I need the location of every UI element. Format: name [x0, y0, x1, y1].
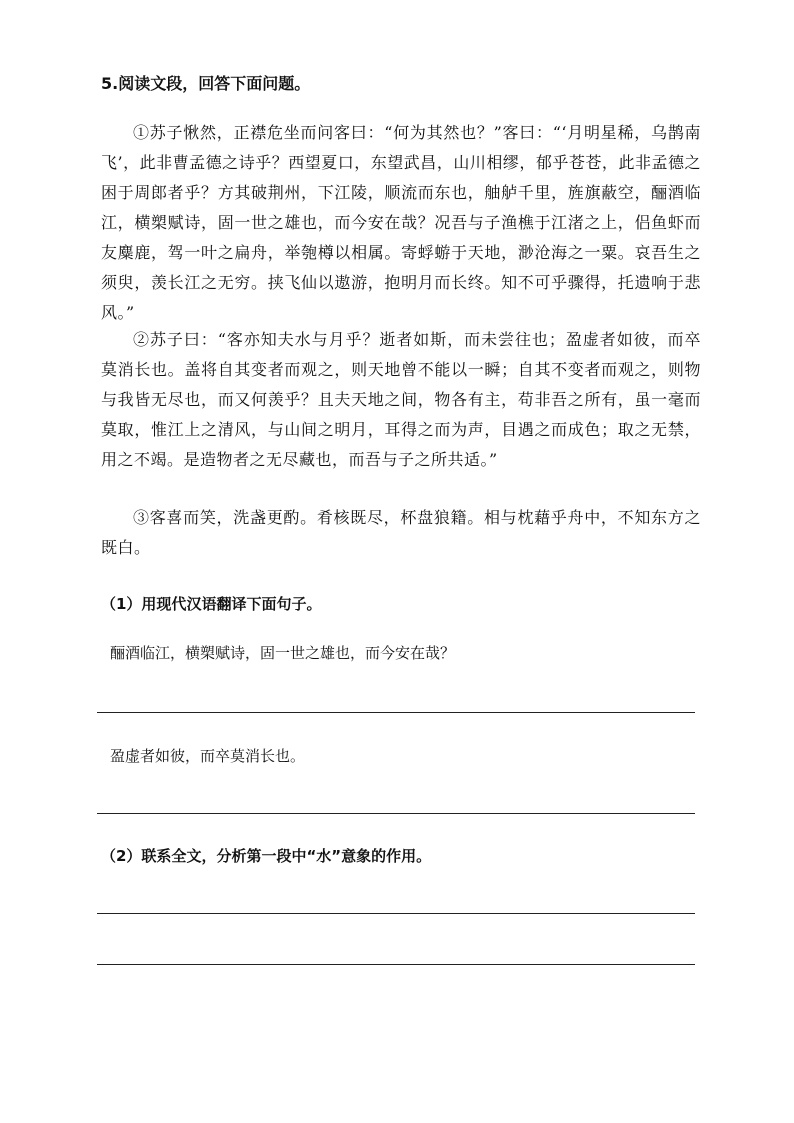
answer-line-1[interactable]: [97, 712, 695, 713]
answer-line-2[interactable]: [97, 813, 695, 814]
translation-sentence-1: 酾酒临江，横槊赋诗，固一世之雄也，而今安在哉？: [110, 644, 456, 662]
sub-question-1-label: （1）用现代汉语翻译下面句子。: [101, 595, 322, 613]
passage-paragraph-2: ②苏子曰：“客亦知夫水与月乎？逝者如斯，而未尝往也；盈虚者如彼，而卒莫消长也。盖将自其变者而观之，则天地曾不能以一瞬；自其不变者而观之，则物与我皆无尽也，而又何羡乎？且夫天地之间，物各有主，苟非吾之所有，虽一毫而莫取，惟江上之清风，与山间之明月，耳得之而为声，目遇之而成色；取之无禁，用之不竭。是造物者之无尽藏也，而吾与子之所共适。”: [101, 330, 701, 469]
translation-sentence-2: 盈虚者如彼，而卒莫消长也。: [110, 747, 306, 765]
answer-line-4[interactable]: [97, 964, 695, 965]
answer-line-3[interactable]: [97, 913, 695, 914]
passage-paragraph-1: ①苏子愀然，正襟危坐而问客曰：“何为其然也？”客曰：“‘月明星稀，乌鹊南飞’，此非曹孟德之诗乎？西望夏口，东望武昌，山川相缪，郁乎苍苍，此非孟德之困于周郎者乎？方其破荆州，下江陵，顺流而东也，舳舻千里，旌旗蔽空，酾酒临江，横槊赋诗，固一世之雄也，而今安在哉？况吾与子渔樵于江渚之上，侣鱼虾而友麋鹿，驾一叶之扁舟，举匏樽以相属。寄蜉蝣于天地，渺沧海之一粟。哀吾生之须臾，羡长江之无穷。挟飞仙以遨游，抱明月而长终。知不可乎骤得，托遗响于悲风。”: [101, 123, 701, 322]
question-title: 5.阅读文段，回答下面问题。: [101, 74, 311, 93]
sub-question-2-label: （2）联系全文，分析第一段中“水”意象的作用。: [101, 847, 432, 865]
passage-paragraph-3: ③客喜而笑，洗盏更酌。肴核既尽，杯盘狼籍。相与枕藉乎舟中，不知东方之既白。: [101, 508, 701, 557]
